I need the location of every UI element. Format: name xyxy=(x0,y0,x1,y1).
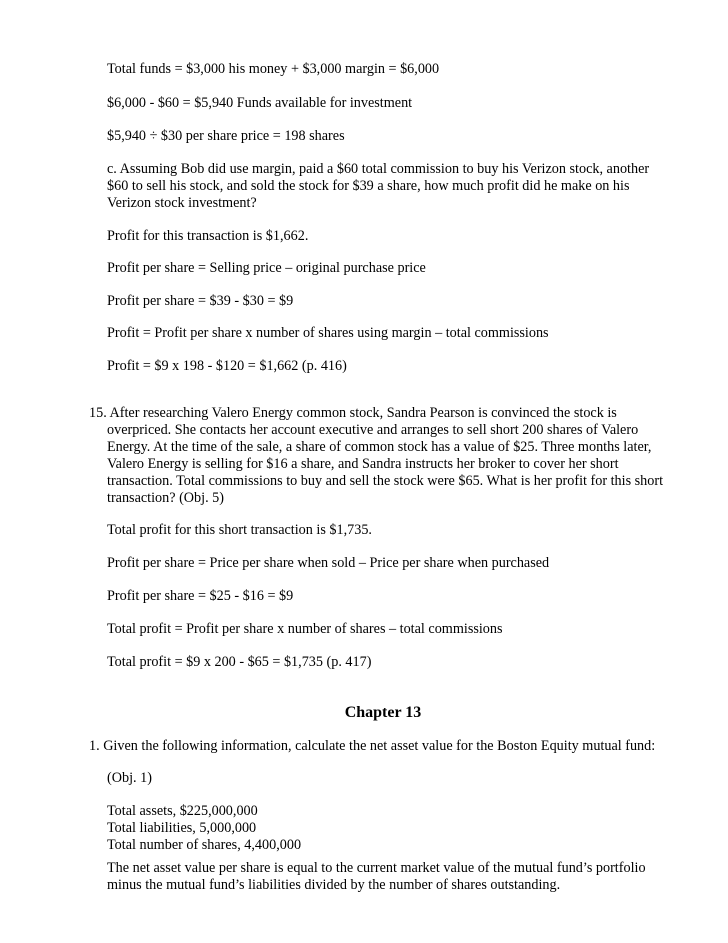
text-line: Profit per share = $39 - $30 = $9 xyxy=(107,293,294,309)
question-15-line: 15. After researching Valero Energy common stock, Sandra Pearson is convinced the stock is xyxy=(89,405,617,421)
text-line: Profit = $9 x 198 - $120 = $1,662 (p. 416) xyxy=(107,358,347,374)
chapter-heading: Chapter 13 xyxy=(344,704,422,721)
text-line: Profit per share = $25 - $16 = $9 xyxy=(107,588,294,604)
question-15-line: Valero Energy is selling for $16 a share, and Sandra instructs her broker to cover her short xyxy=(107,456,619,472)
text-line: The net asset value per share is equal to the current market value of the mutual fund’s portfolio xyxy=(107,860,646,876)
text-line: Total number of shares, 4,400,000 xyxy=(107,837,302,853)
answer-line: Total profit for this short transaction is $1,735. xyxy=(107,522,372,538)
question-c-line: $60 to sell his stock, and sold the stock for $39 a share, how much profit did he make on his xyxy=(107,178,630,194)
text-line: Total profit = $9 x 200 - $65 = $1,735 (p. 417) xyxy=(107,654,372,670)
text-line: Profit per share = Price per share when sold – Price per share when purchased xyxy=(107,555,550,571)
answer-line: Profit for this transaction is $1,662. xyxy=(107,228,309,244)
text-line: (Obj. 1) xyxy=(107,770,152,786)
text-line: Total funds = $3,000 his money + $3,000 margin = $6,000 xyxy=(107,61,440,77)
question-15-line: transaction? (Obj. 5) xyxy=(107,490,225,506)
text-line: Profit = Profit per share x number of shares using margin – total commissions xyxy=(107,325,549,341)
text-line: Total liabilities, 5,000,000 xyxy=(107,820,257,836)
text-line: Total assets, $225,000,000 xyxy=(107,803,258,819)
question-c-line: c. Assuming Bob did use margin, paid a $60 total commission to buy his Verizon stock, another xyxy=(107,161,650,177)
text-line: $5,940 ÷ $30 per share price = 198 shares xyxy=(107,128,345,144)
question-15-line: transaction. Total commissions to buy and sell the stock were $65. What is her profit for this short xyxy=(107,473,664,489)
text-line: Total profit = Profit per share x number of shares – total commissions xyxy=(107,621,503,637)
text-line: minus the mutual fund’s liabilities divided by the number of shares outstanding. xyxy=(107,877,561,893)
text-line: $6,000 - $60 = $5,940 Funds available for investment xyxy=(107,95,413,111)
question-1-line: 1. Given the following information, calculate the net asset value for the Boston Equity mutual fund: xyxy=(89,738,656,754)
question-15-line: Energy. At the time of the sale, a share of common stock has a value of $25. Three months later, xyxy=(107,439,652,455)
question-c-line: Verizon stock investment? xyxy=(107,195,257,211)
text-line: Profit per share = Selling price – original purchase price xyxy=(107,260,426,276)
question-15-line: overpriced. She contacts her account executive and arranges to sell short 200 shares of Valero xyxy=(107,422,639,438)
